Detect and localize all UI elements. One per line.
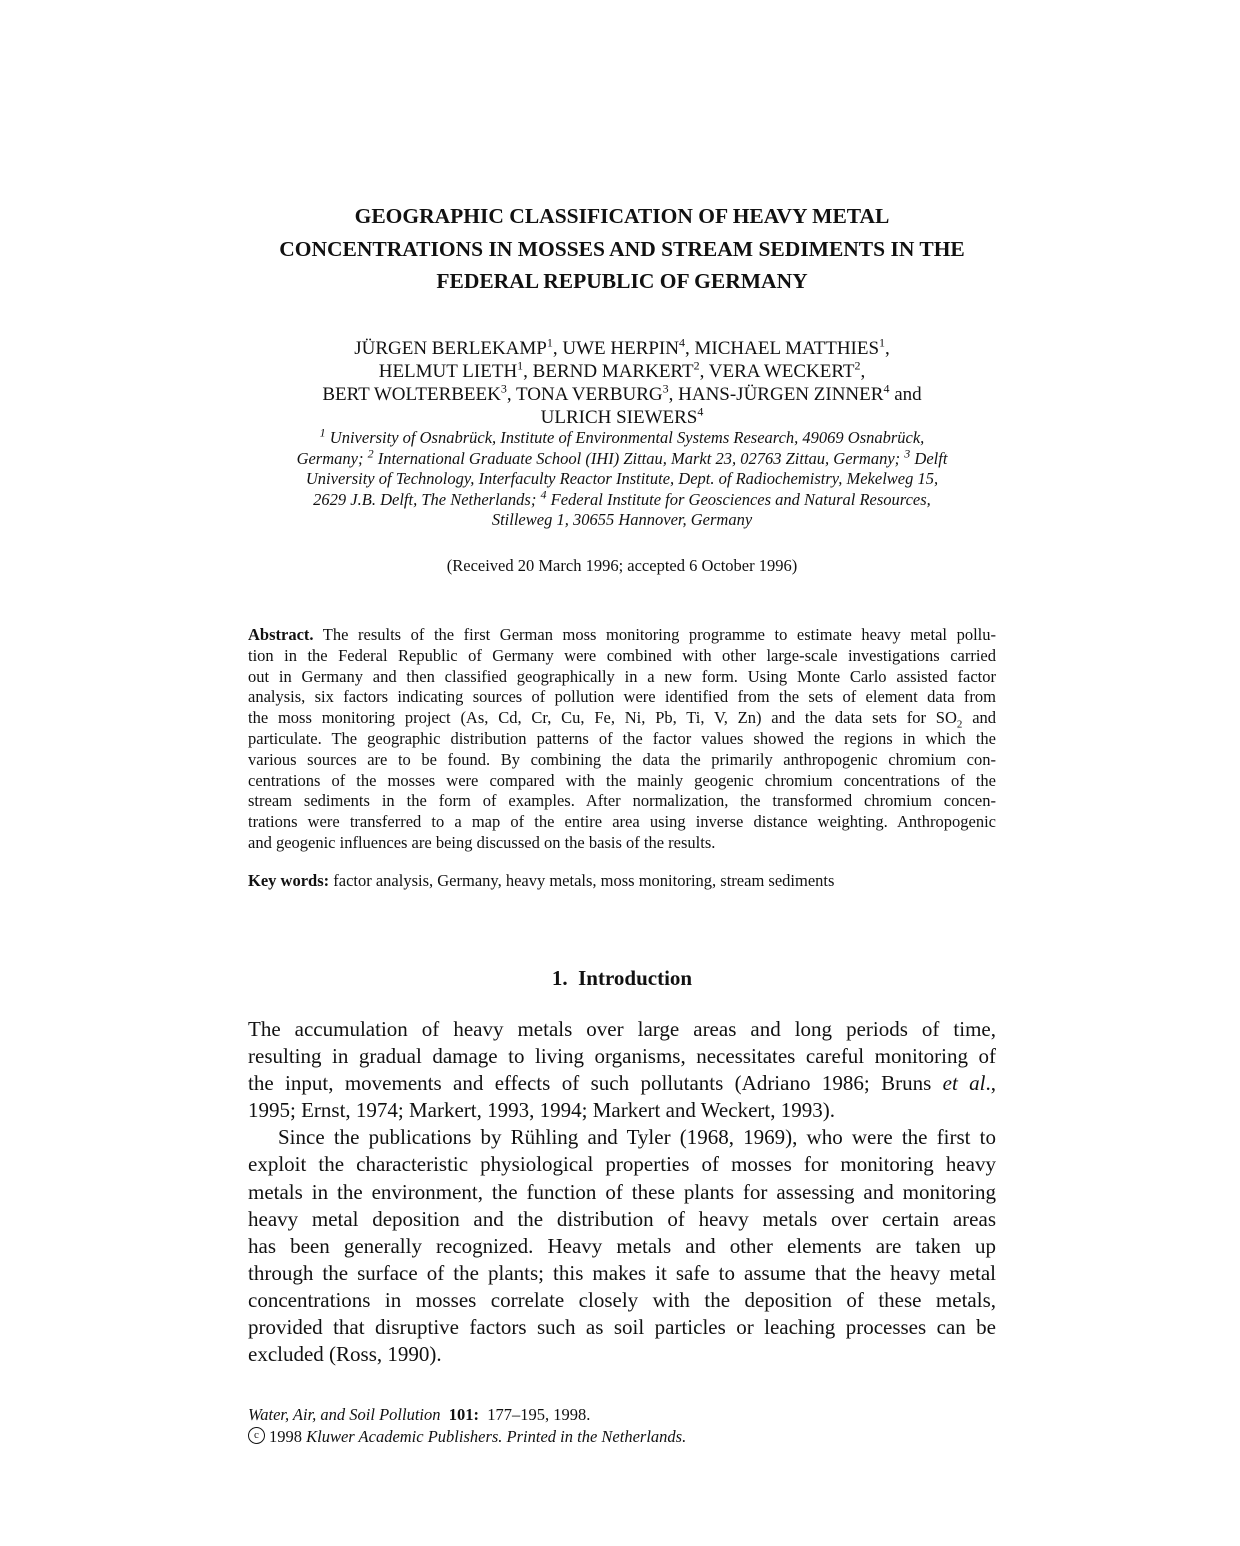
journal-volume: 101: bbox=[448, 1405, 480, 1424]
abstract-line: trations were transferred to a map of the entire area using inverse distance weighting. Anthropogenic bbox=[248, 812, 996, 832]
affiliation-text: International Graduate School (IHI) Zittau, Markt 23, 02763 Zittau, Germany; bbox=[377, 448, 901, 468]
author-name: ULRICH SIEWERS bbox=[540, 407, 698, 428]
affiliation-text: University of Osnabrück, Institute of Environmental Systems Research, 49069 Osnabrück, bbox=[329, 428, 925, 447]
body-line: The accumulation of heavy metals over large areas and long periods of time, bbox=[248, 1017, 996, 1041]
body-line: resulting in gradual damage to living organisms, necessitates careful monitoring of bbox=[248, 1044, 996, 1069]
affiliation-mark: 1 bbox=[319, 425, 326, 440]
body-text-run: ., bbox=[985, 1071, 997, 1096]
abstract-line bbox=[248, 708, 996, 729]
section-heading bbox=[248, 964, 996, 992]
affiliation-mark: 4 bbox=[883, 381, 890, 396]
author-name: HELMUT LIETH bbox=[378, 361, 518, 382]
publisher: Kluwer Academic Publishers. Printed in the Netherlands. bbox=[306, 1426, 687, 1446]
abstract-line: centrations of the mosses were compared with the mainly geogenic chromium concentrations of the bbox=[248, 770, 996, 790]
body-italic: et al bbox=[942, 1071, 986, 1096]
received-dates: (Received 20 March 1996; accepted 6 October 1996) bbox=[446, 556, 798, 575]
body-line: excluded (Ross, 1990). bbox=[248, 1342, 442, 1367]
author-line: HELMUT LIETH$^1$, BERND MARKERT$^2$, VERA WECKERT$^2$, bbox=[378, 358, 866, 382]
copyright-year: 1998 bbox=[269, 1426, 302, 1446]
body-line: exploit the characteristic physiological properties of mosses for monitoring heavy bbox=[248, 1152, 996, 1177]
copyright-icon: c bbox=[248, 1427, 265, 1444]
affiliation-mark: 1 bbox=[879, 335, 886, 350]
affiliation-line: Stilleweg 1, 30655 Hannover, Germany bbox=[491, 510, 753, 530]
title-line: FEDERAL REPUBLIC OF GERMANY bbox=[436, 269, 808, 293]
author-conjunction: and bbox=[894, 384, 922, 405]
author-line: BERT WOLTERBEEK$^3$, TONA VERBURG$^3$, HANS-JÜRGEN ZINNER$^4$ and bbox=[322, 381, 922, 405]
abstract-line: tion in the Federal Republic of Germany were combined with other large-scale investigations carried bbox=[248, 645, 996, 665]
body-line: metals in the environment, the function of these plants for assessing and monitoring bbox=[248, 1179, 996, 1204]
abstract-line: particulate. The geographic distribution patterns of the factor values showed the regions in which the bbox=[248, 728, 996, 748]
section-title: Introduction bbox=[578, 966, 693, 990]
author-name: UWE HERPIN bbox=[562, 338, 679, 359]
citation-line bbox=[248, 1404, 996, 1426]
affiliation-text: 2629 J.B. Delft, The Netherlands; bbox=[313, 489, 537, 509]
affiliation-mark: 4 bbox=[697, 404, 704, 419]
paper-title bbox=[248, 200, 996, 298]
body-line: 1995; Ernst, 1974; Markert, 1993, 1994; Markert and Weckert, 1993). bbox=[248, 1098, 835, 1123]
author-line bbox=[248, 406, 996, 429]
abstract-line bbox=[248, 625, 996, 646]
journal-footer bbox=[248, 1404, 996, 1447]
author-name: BERT WOLTERBEEK bbox=[322, 384, 501, 405]
affiliation-mark: 4 bbox=[540, 487, 547, 502]
keywords-label: Key words: bbox=[248, 871, 330, 890]
abstract-text: and bbox=[972, 708, 997, 728]
affiliation-mark: 2 bbox=[693, 358, 700, 373]
body-line: concentrations in mosses correlate closely with the deposition of these metals, bbox=[248, 1287, 996, 1312]
author-list bbox=[248, 337, 996, 429]
affiliation-mark: 2 bbox=[367, 446, 374, 461]
body-text-run: the input, movements and effects of such pollutants (Adriano 1986; Bruns bbox=[248, 1071, 932, 1096]
affiliation-line bbox=[248, 425, 996, 449]
affiliation-text: Delft bbox=[914, 448, 948, 468]
author-name: BERND MARKERT bbox=[532, 361, 694, 382]
affiliation-line bbox=[248, 446, 996, 470]
affiliation-line bbox=[248, 487, 996, 511]
affiliation-mark: 3 bbox=[662, 381, 669, 396]
affiliation-mark: 1 bbox=[546, 335, 553, 350]
author-name: TONA VERBURG bbox=[516, 384, 663, 405]
author-line: JÜRGEN BERLEKAMP$^1$, UWE HERPIN$^4$, MICHAEL MATTHIES$^1$, bbox=[354, 335, 890, 359]
abstract-line: various sources are to be found. By combining the data the primarily anthropogenic chromium con- bbox=[248, 749, 996, 769]
affiliation-mark: 4 bbox=[679, 335, 685, 350]
affiliations bbox=[248, 425, 996, 531]
abstract-line: and geogenic influences are being discussed on the basis of the results. bbox=[248, 832, 716, 852]
title-line: GEOGRAPHIC CLASSIFICATION OF HEAVY METAL bbox=[354, 204, 890, 228]
subscript: 2 bbox=[956, 718, 963, 731]
title-line: CONCENTRATIONS IN MOSSES AND STREAM SEDIMENTS IN THE bbox=[279, 236, 965, 261]
abstract-text: The results of the first German moss monitoring programme to estimate heavy metal pollu- bbox=[322, 625, 996, 644]
keywords-text: factor analysis, Germany, heavy metals, moss monitoring, stream sediments bbox=[333, 871, 835, 890]
keywords bbox=[248, 870, 996, 891]
abstract-text: the moss monitoring project (As, Cd, Cr, Cu, Fe, Ni, Pb, Ti, V, Zn) and the data sets for SO bbox=[248, 708, 957, 728]
affiliation-text: Federal Institute for Geosciences and Natural Resources, bbox=[550, 489, 931, 509]
affiliation-line: University of Technology, Interfaculty Reactor Institute, Dept. of Radiochemistry, Mekelweg 15, bbox=[305, 469, 939, 489]
affiliation-text: Germany; bbox=[296, 448, 364, 468]
abstract bbox=[248, 625, 996, 854]
author-name: MICHAEL MATTHIES bbox=[694, 338, 880, 359]
author-name: HANS-JÜRGEN ZINNER bbox=[678, 384, 884, 405]
body-line: through the surface of the plants; this makes it safe to assume that the heavy metal bbox=[248, 1260, 996, 1285]
body-line: heavy metal deposition and the distribution of heavy metals over certain areas bbox=[248, 1206, 996, 1231]
affiliation-mark: 2 bbox=[854, 358, 861, 373]
abstract-line: stream sediments in the form of examples. After normalization, the transformed chromium concen- bbox=[248, 791, 996, 811]
journal-name: Water, Air, and Soil Pollution bbox=[248, 1405, 441, 1424]
abstract-line: analysis, six factors indicating sources of pollution were identified from the sets of element data from bbox=[248, 687, 996, 707]
affiliation-mark: 3 bbox=[500, 381, 507, 396]
affiliation-mark: 1 bbox=[517, 358, 524, 373]
body-line: Since the publications by Rühling and Tyler (1968, 1969), who were the first to bbox=[278, 1125, 996, 1150]
author-name: JÜRGEN BERLEKAMP bbox=[354, 338, 547, 359]
abstract-line: out in Germany and then classified geographically in a new form. Using Monte Carlo assisted factor bbox=[248, 666, 996, 686]
affiliation-mark: 3 bbox=[904, 446, 911, 461]
abstract-label: Abstract. bbox=[248, 625, 314, 644]
body-text bbox=[248, 1016, 996, 1368]
body-line: has been generally recognized. Heavy metals and other elements are taken up bbox=[248, 1233, 996, 1258]
journal-pages: 177–195, 1998. bbox=[487, 1405, 591, 1424]
body-line: provided that disruptive factors such as soil particles or leaching processes can be bbox=[248, 1315, 996, 1340]
section-number: 1. bbox=[551, 966, 568, 990]
body-line bbox=[248, 1070, 996, 1097]
author-name: VERA WECKERT bbox=[708, 361, 855, 382]
copyright-line bbox=[248, 1426, 996, 1448]
